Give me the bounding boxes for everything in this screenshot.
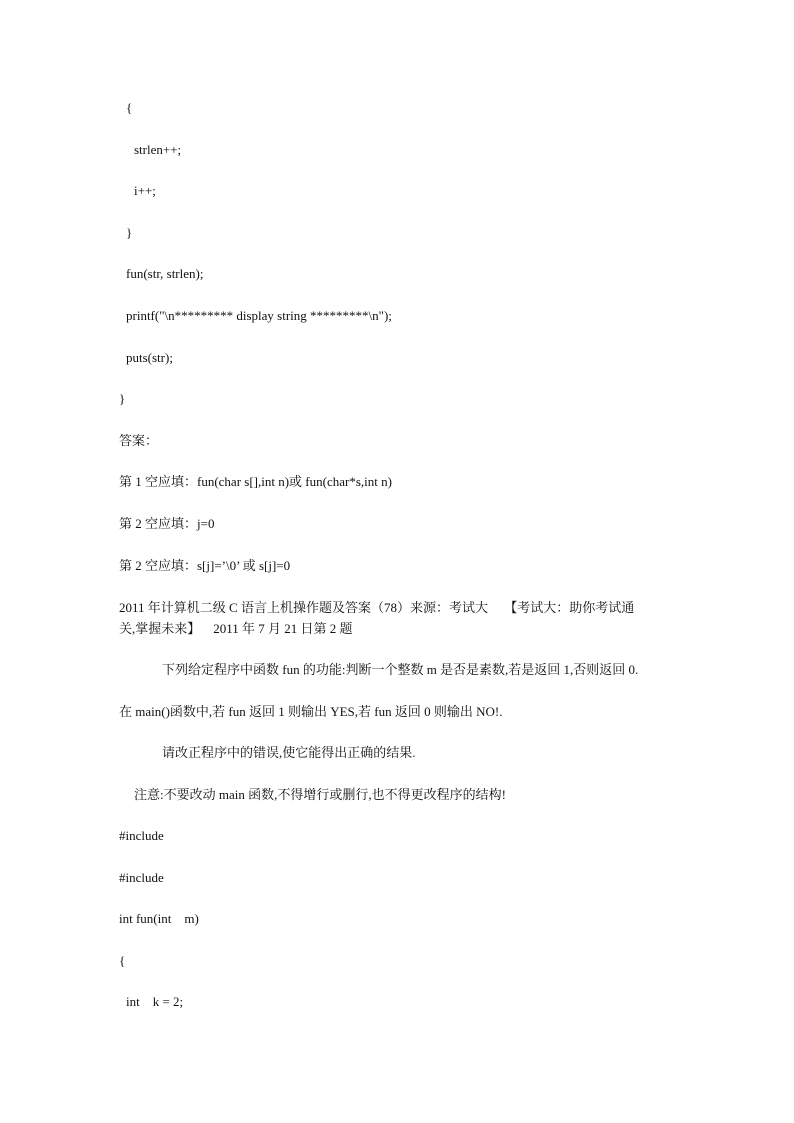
code-line-fun-open-brace: { (119, 953, 126, 968)
problem-note: 注意:不要改动 main 函数,不得增行或删行,也不得更改程序的结构! (134, 787, 506, 802)
answer-blank-3: 第 2 空应填：s[j]=’\0’ 或 s[j]=0 (119, 558, 291, 573)
code-line-include-1: #include (119, 828, 164, 843)
answer-blank-2: 第 2 空应填：j=0 (119, 516, 215, 531)
code-line-fun-call: fun(str, strlen); (126, 266, 204, 281)
article-title-line-2: 关,掌握未来】 2011 年 7 月 21 日第 2 题 (119, 621, 353, 636)
answer-blank-1: 第 1 空应填：fun(char s[],int n)或 fun(char*s,int n) (119, 474, 392, 489)
code-line-open-brace: { (126, 100, 133, 115)
code-line-printf: printf("\n********* display string *********\n"); (126, 308, 392, 323)
code-line-fun-signature: int fun(int m) (119, 911, 199, 926)
answer-heading: 答案： (119, 433, 159, 448)
code-line-include-2: #include (119, 870, 164, 885)
code-line-puts: puts(str); (126, 350, 173, 365)
article-title-line-1: 2011 年计算机二级 C 语言上机操作题及答案（78）来源：考试大 【考试大：助你考试通 (119, 600, 635, 615)
problem-instruction: 请改正程序中的错误,使它能得出正确的结果. (162, 745, 416, 760)
code-line-int-k: int k = 2; (126, 994, 184, 1009)
code-line-main-close-brace: } (119, 391, 126, 406)
problem-description-line-2: 在 main()函数中,若 fun 返回 1 则输出 YES,若 fun 返回 0 则输出 NO!. (119, 704, 503, 719)
code-line-strlen-increment: strlen++; (134, 142, 182, 157)
problem-description-line-1: 下列给定程序中函数 fun 的功能:判断一个整数 m 是否是素数,若是返回 1,否则返回 0. (162, 662, 639, 677)
code-line-close-brace: } (126, 225, 133, 240)
code-line-i-increment: i++; (134, 183, 156, 198)
